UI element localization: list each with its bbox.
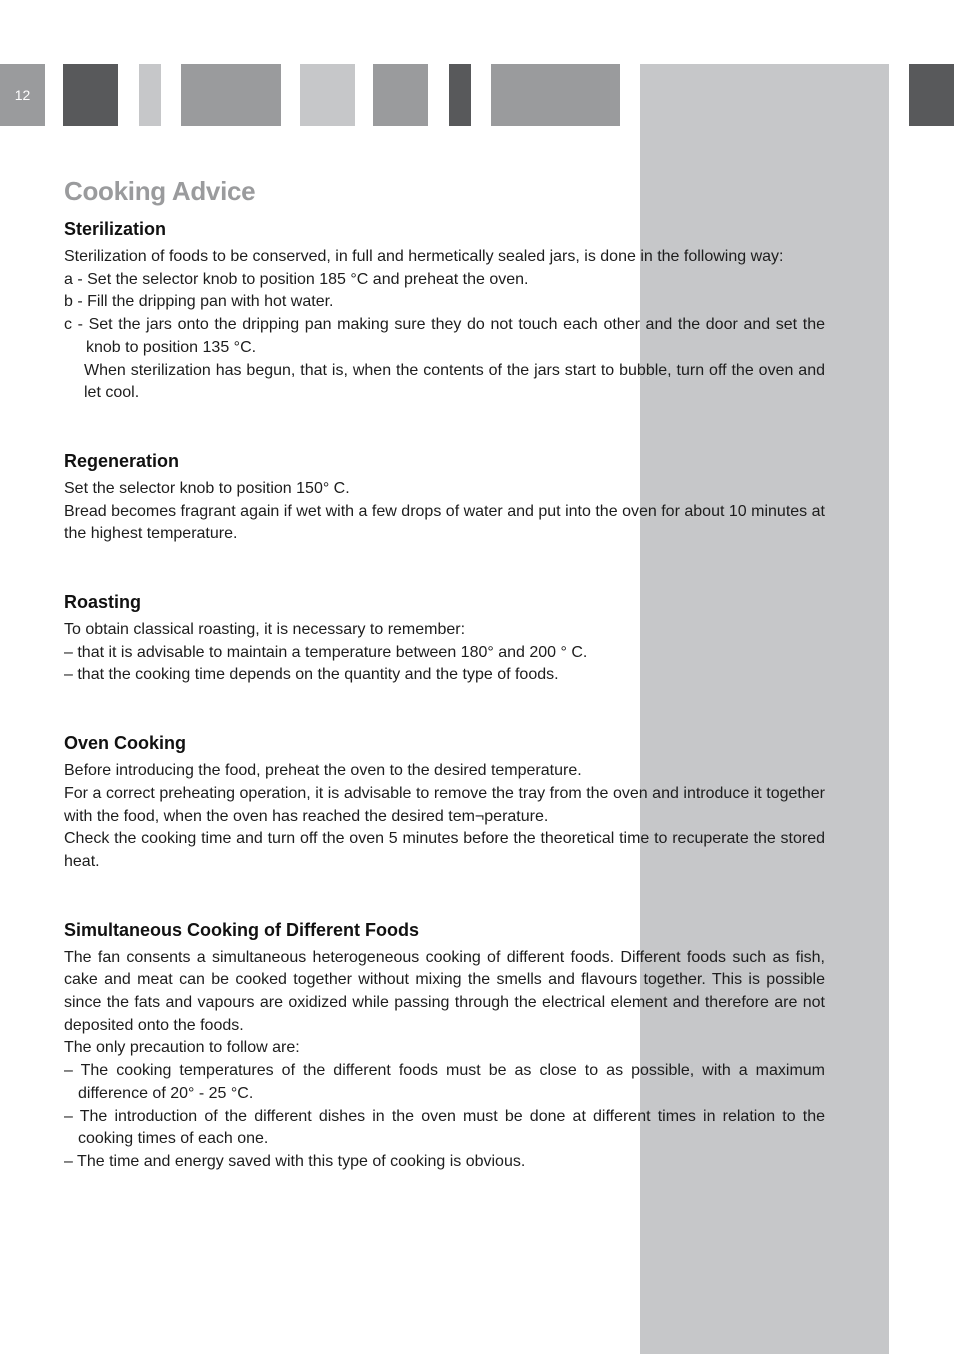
paragraph: Check the cooking time and turn off the oven 5 minutes before the theoretical time to recuperate the stored heat. xyxy=(64,830,825,870)
section-regeneration xyxy=(64,451,825,546)
main-content xyxy=(64,176,825,1220)
list-item: – that the cooking time depends on the quantity and the type of foods. xyxy=(64,666,559,684)
header-block xyxy=(181,64,281,126)
section-sterilization xyxy=(64,219,825,405)
paragraph: Bread becomes fragrant again if wet with a few drops of water and put into the oven for about 10 minutes at the highest temperature. xyxy=(64,502,825,543)
paragraph: To obtain classical roasting, it is necessary to remember: xyxy=(64,621,466,639)
section-simultaneous-cooking xyxy=(64,920,825,1174)
list-item: – that it is advisable to maintain a temperature between 180° and 200 ° C. xyxy=(64,643,588,661)
section-oven-cooking xyxy=(64,733,825,874)
paragraph: Before introducing the food, preheat the oven to the desired temperature. xyxy=(64,762,582,780)
page-title: Cooking Advice xyxy=(64,176,256,206)
section-roasting xyxy=(64,592,825,687)
header-block xyxy=(373,64,428,126)
page-number: 12 xyxy=(0,64,45,126)
header-block xyxy=(491,64,620,126)
paragraph: For a correct preheating operation, it is advisable to remove the tray from the oven and introduce it together with the food, when the oven has reached the desired tem¬perature. xyxy=(64,784,825,825)
paragraph: Set the selector knob to position 150° C. xyxy=(64,479,350,497)
step-item: a - Set the selector knob to position 185 °C and preheat the oven. xyxy=(64,270,529,288)
section-heading: Oven Cooking xyxy=(64,733,187,754)
paragraph: Sterilization of foods to be conserved, in full and hermetically sealed jars, is done in the following way: xyxy=(64,248,784,265)
paragraph: When sterilization has begun, that is, when the contents of the jars start to bubble, turn off the oven and let cool. xyxy=(84,361,825,402)
header-block xyxy=(909,64,954,126)
paragraph: The only precaution to follow are: xyxy=(64,1039,300,1057)
section-heading: Roasting xyxy=(64,592,142,613)
list-item: – The cooking temperatures of the different foods must be as close to as possible, with a maximum difference of 20° - 25 °C. xyxy=(64,1062,825,1102)
header-block xyxy=(449,64,471,126)
list-item: – The time and energy saved with this type of cooking is obvious. xyxy=(64,1152,526,1170)
header-block xyxy=(63,64,118,126)
step-item: b - Fill the dripping pan with hot water. xyxy=(64,293,334,311)
list-item: – The introduction of the different dishes in the oven must be done at different times in relation to the cooking times of each one. xyxy=(64,1107,825,1148)
step-item: c - Set the jars onto the dripping pan making sure they do not touch each other and the door and set the knob to position 135 °C. xyxy=(64,316,825,356)
section-heading: Simultaneous Cooking of Different Foods xyxy=(64,919,419,940)
header-block xyxy=(139,64,161,126)
header-block xyxy=(300,64,355,126)
paragraph: The fan consents a simultaneous heterogeneous cooking of different foods. Different foods such as fish, cake and meat can be cooked together without mixing the smells and flavours together. This is possible since the fats and vapours are oxidized while passing through the electrical element and therefore are not deposited onto the foods. xyxy=(64,948,825,1034)
section-heading: Regeneration xyxy=(64,450,180,471)
section-heading: Sterilization xyxy=(64,219,167,239)
